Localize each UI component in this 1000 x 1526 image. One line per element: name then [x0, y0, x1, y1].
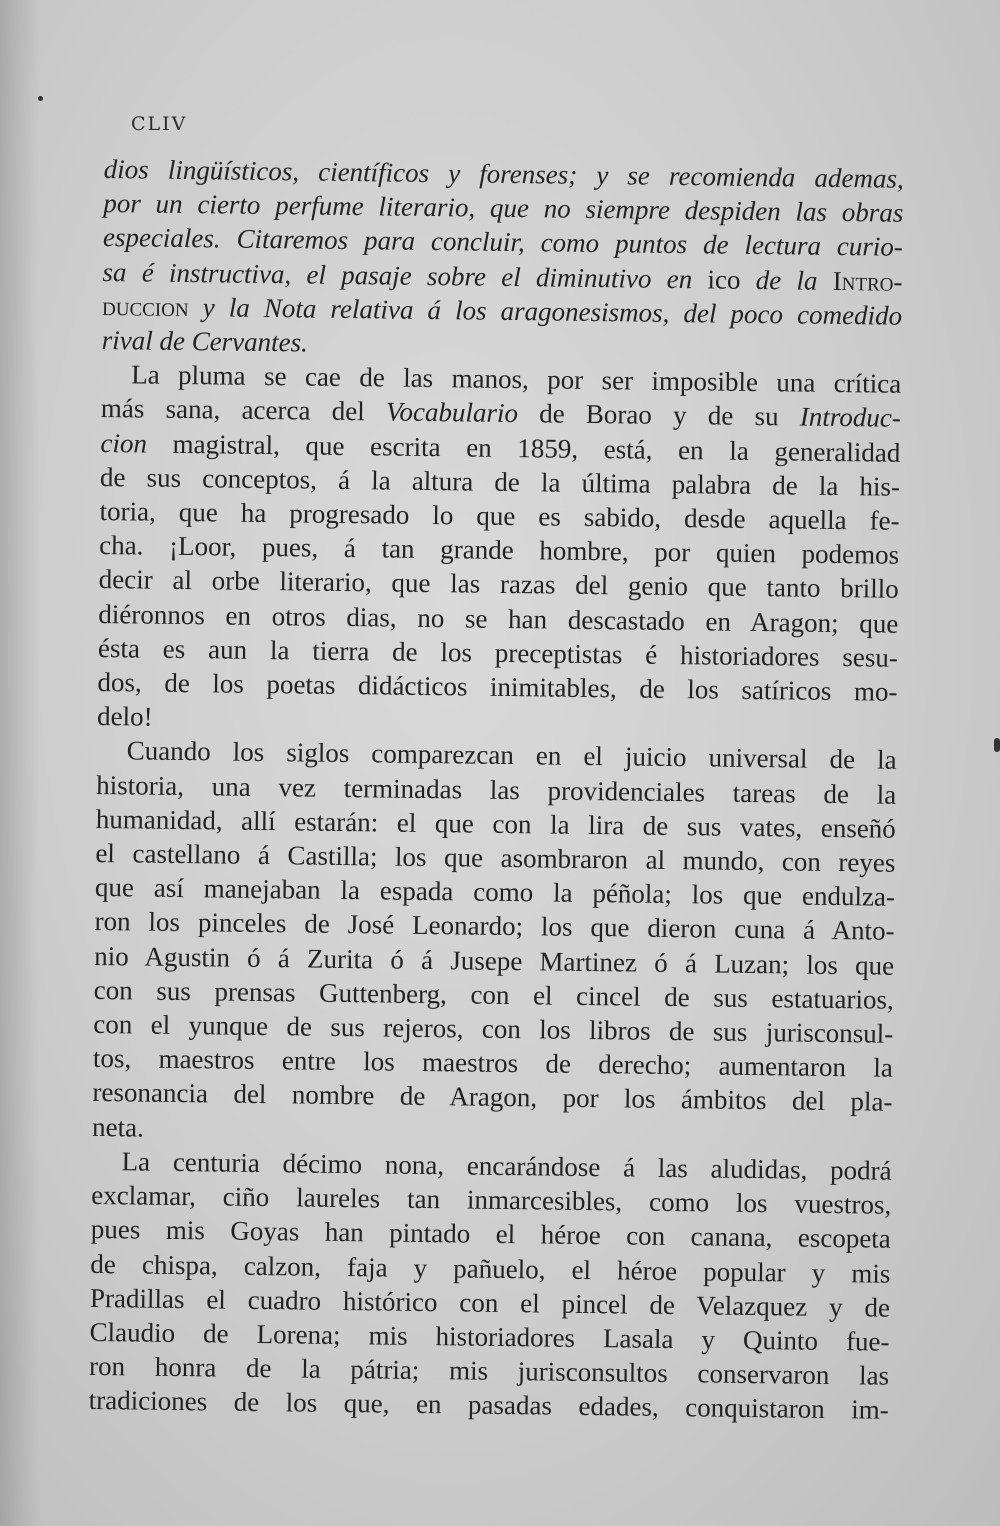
italic-run: Vocabulario	[385, 396, 519, 429]
italic-run: rival de Cervantes.	[101, 325, 309, 358]
text-run: cha. ¡Loor, pues, á tan grande hombre, por quien podemos	[99, 530, 900, 570]
italic-run: sa é instructiva, el pasaje sobre el diminutivo en	[102, 256, 708, 294]
small-caps-run: duccion	[101, 290, 189, 322]
page-number: CLIV	[131, 113, 188, 135]
text-run: toria, que ha progresado lo que es sabido, desde aquella fe-	[99, 496, 900, 536]
text-run: con sus prensas Guttenberg, con el cincel de sus estatuarios,	[93, 974, 894, 1015]
text-run: Pradillas el cuadro histórico con el pincel de Velazquez y de	[89, 1282, 891, 1323]
text-run: decir al orbe literario, que las razas del genio que tanto brillo	[98, 564, 899, 605]
text-run: tos, maestros entre los maestros de derecho; aumentaron la	[92, 1043, 894, 1083]
text-run: que así manejaban la espada como la péñola; los que endulza-	[94, 872, 896, 912]
text-run: de Borao y de su	[517, 398, 801, 432]
text-run: exclamar, ciño laureles tan inmarcesibles, como los vuestros,	[91, 1180, 892, 1220]
text-run: La pluma se cae de las manos, por ser imposible una crítica	[131, 359, 902, 399]
text-run: diéronnos en otros dias, no se han descastado en Aragon; que	[98, 598, 899, 639]
text-run: con el yunque de sus rejeros, con los libros de sus jurisconsul-	[93, 1009, 894, 1049]
text-run: el castellano á Castilla; los que asombraron al mundo, con reyes	[95, 838, 896, 878]
text-run: de chispa, calzon, faja y pañuelo, el héroe popular y mis	[90, 1248, 891, 1289]
text-run: ron los pinceles de José Leonardo; los que dieron cuna á Anto-	[94, 906, 895, 947]
italic-run: de la	[740, 264, 833, 296]
small-caps-run: Intro-	[832, 265, 903, 297]
text-run: neta.	[91, 1111, 145, 1143]
ink-speck	[38, 96, 43, 101]
text-run: ésta es aun la tierra de los preceptistas é historiadores sesu-	[97, 632, 899, 673]
text-run: historia, una vez terminadas las providenciales tareas de la	[96, 769, 897, 810]
text-run: pues mis Goyas han pintado el héroe con canana, escopeta	[90, 1214, 891, 1254]
italic-run: y la Nota relativa á los aragonesismos, del poco comedido	[188, 291, 903, 331]
text-run: de sus conceptos, á la altura de la última palabra de la his-	[99, 461, 901, 502]
ink-speck	[994, 738, 1000, 752]
text-run: nio Agustin ó á Zurita ó á Jusepe Martinez ó á Luzan; los que	[93, 940, 895, 981]
body-text	[89, 152, 904, 1427]
text-run: dos, de los poetas didácticos inimitables, de los satíricos mo-	[97, 667, 898, 707]
text-run: Claudio de Lorena; mis historiadores Lasala y Quinto fue-	[89, 1316, 890, 1357]
italic-run: especiales. Citaremos para concluir, como puntos de lectura curio-	[102, 222, 904, 263]
italic-run: Introduc-	[799, 401, 901, 434]
text-run: tradiciones de los que, en pasadas edades, conquistaron im-	[88, 1385, 889, 1425]
text-run: La centuria décimo nona, encarándose á las aludidas, podrá	[121, 1146, 892, 1186]
text-run: resonancia del nombre de Aragon, por los ámbitos del pla-	[92, 1077, 893, 1118]
text-run: más sana, acerca del	[100, 393, 387, 427]
page-edge-shadow	[0, 0, 40, 1526]
text-run: delo!	[96, 701, 153, 732]
italic-run: cion	[100, 427, 148, 459]
italic-run: por un cierto perfume literario, que no siempre despiden las obras	[103, 188, 904, 228]
text-run: humanidad, allí estarán: el que con la lira de sus vates, enseñó	[95, 803, 896, 844]
text-run: Cuando los siglos comparezcan en el juicio universal de la	[126, 735, 897, 776]
text-run: ron honra de la pátria; mis jurisconsultos conservaron las	[88, 1351, 890, 1391]
text-run: ico	[707, 263, 741, 295]
italic-run: dios lingüísticos, científicos y forenses; y se recomienda ademas,	[103, 153, 904, 194]
text-run: magistral, que escrita en 1859, está, en la generalidad	[146, 428, 901, 468]
